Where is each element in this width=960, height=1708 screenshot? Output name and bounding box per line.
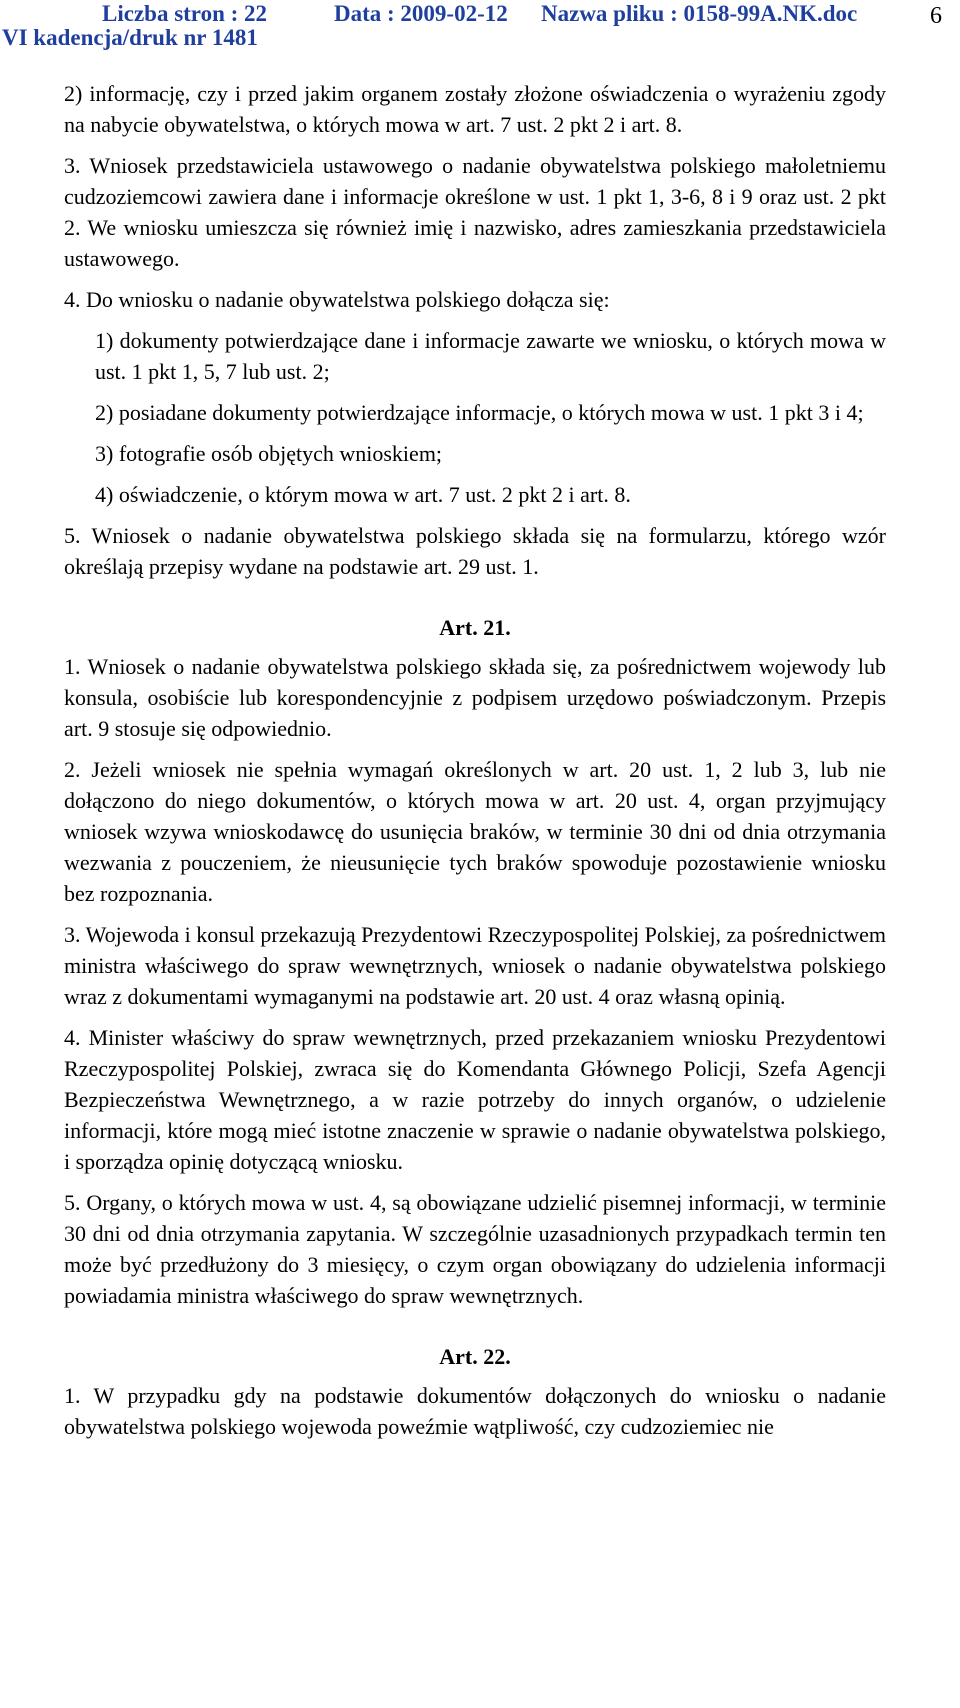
header-draft-number: VI kadencja/druk nr 1481: [2, 25, 258, 50]
paragraph-4-item-3: 3) fotografie osób objętych wnioskiem;: [95, 441, 443, 466]
paragraph-4-item-4: 4) oświadczenie, o którym mowa w art. 7 ust. 2 pkt 2 i art. 8.: [95, 482, 631, 507]
article-22-paragraph-1: 1. W przypadku gdy na podstawie dokumentów dołączonych do wniosku o nadanie obywatelstwa polskiego wojewoda poweźmie wątpliwość, czy cudzoziemiec nie: [64, 1383, 886, 1439]
paragraph-4: 4. Do wniosku o nadanie obywatelstwa polskiego dołącza się:: [64, 287, 610, 312]
paragraph-4-item-2: 2) posiadane dokumenty potwierdzające informacje, o których mowa w ust. 1 pkt 3 i 4;: [95, 400, 864, 425]
article-21-paragraph-5: 5. Organy, o których mowa w ust. 4, są obowiązane udzielić pisemnej informacji, w terminie 30 dni od dnia otrzymania zapytania. W szczególnie uzasadnionych przypadkach termin ten może być przedłużony do 3 miesięcy, o czym organ obowiązany do udzielenia informacji powiadamia ministra właściwego do spraw wewnętrznych.: [64, 1190, 886, 1308]
paragraph-3: 3. Wniosek przedstawiciela ustawowego o nadanie obywatelstwa polskiego małoletniemu cudzoziemcowi zawiera dane i informacje określone w ust. 1 pkt 1, 3-6, 8 i 9 oraz ust. 2 pkt 2. We wniosku umieszcza się również imię i nazwisko, adres zamieszkania przedstawiciela ustawowego.: [64, 153, 886, 271]
document-body: [64, 78, 886, 1452]
paragraph-5: 5. Wniosek o nadanie obywatelstwa polskiego składa się na formularzu, którego wzór określają przepisy wydane na podstawie art. 29 ust. 1.: [64, 523, 886, 579]
paragraph-item-2: 2) informację, czy i przed jakim organem zostały złożone oświadczenia o wyrażeniu zgody na nabycie obywatelstwa, o których mowa w art. 7 ust. 2 pkt 2 i art. 8.: [64, 81, 886, 137]
header-date: Data : 2009-02-12: [334, 1, 508, 26]
article-21-paragraph-2: 2. Jeżeli wniosek nie spełnia wymagań określonych w art. 20 ust. 1, 2 lub 3, lub nie dołączono do niego dokumentów, o których mowa w art. 20 ust. 4, organ przyjmujący wniosek wzywa wnioskodawcę do usunięcia braków, w terminie 30 dni od dnia otrzymania wezwania z pouczeniem, że nieusunięcie tych braków spowoduje pozostawienie wniosku bez rozpoznania.: [64, 757, 886, 906]
article-21-paragraph-4: 4. Minister właściwy do spraw wewnętrznych, przed przekazaniem wniosku Prezydentowi Rzeczypospolitej Polskiej, zwraca się do Komendanta Głównego Policji, Szefa Agencji Bezpieczeństwa Wewnętrznego, a w razie potrzeby do innych organów, o udzielenie informacji, które mogą mieć istotne znaczenie w sprawie o nadanie obywatelstwa polskiego, i sporządza opinię dotyczącą wniosku.: [64, 1025, 886, 1174]
page-number: 6: [930, 3, 942, 29]
header-file-name: Nazwa pliku : 0158-99A.NK.doc: [541, 1, 858, 26]
article-21-heading: Art. 21.: [439, 615, 511, 640]
header-page-count: Liczba stron : 22: [102, 1, 268, 26]
article-21-paragraph-1: 1. Wniosek o nadanie obywatelstwa polskiego składa się, za pośrednictwem wojewody lub konsula, osobiście lub korespondencyjnie z podpisem urzędowo poświadczonym. Przepis art. 9 stosuje się odpowiednio.: [64, 654, 886, 741]
page-header: [0, 0, 960, 60]
paragraph-4-item-1: 1) dokumenty potwierdzające dane i informacje zawarte we wniosku, o których mowa w ust. 1 pkt 1, 5, 7 lub ust. 2;: [95, 328, 886, 384]
article-21-paragraph-3: 3. Wojewoda i konsul przekazują Prezydentowi Rzeczypospolitej Polskiej, za pośrednictwem ministra właściwego do spraw wewnętrznych, wniosek o nadanie obywatelstwa polskiego wraz z dokumentami wymaganymi na podstawie art. 20 ust. 4 oraz własną opinią.: [64, 922, 886, 1009]
article-22-heading: Art. 22.: [439, 1344, 511, 1369]
